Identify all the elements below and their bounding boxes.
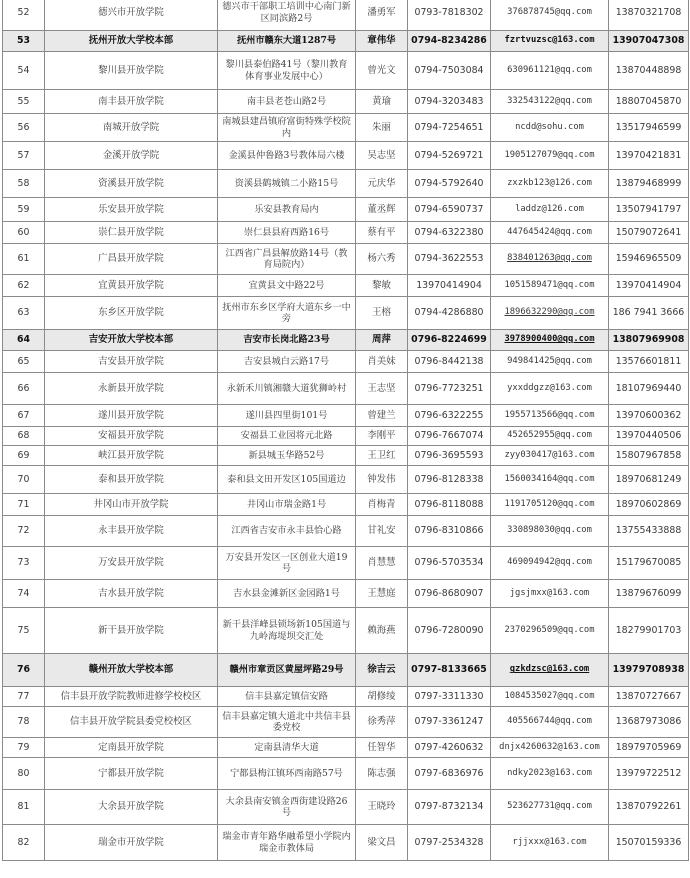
contact-person: 徐吉云 [356,654,408,687]
school-name: 乐安县开放学院 [45,198,218,222]
mobile: 15079072641 [609,222,689,244]
mobile: 13517946599 [609,114,689,142]
contact-person: 黄瑜 [356,90,408,114]
email: 2370296509@qq.com [491,608,609,654]
address: 宜黄县文中路22号 [218,275,356,297]
school-name: 泰和县开放学院 [45,466,218,494]
table-row [3,707,689,738]
email: zxzkb123@126.com [491,170,609,198]
email[interactable]: 838401263@qq.com [491,244,609,275]
mobile: 186 7941 3666 [609,297,689,330]
email: fzrtvuzsc@163.com [491,31,609,52]
row-number: 72 [3,516,45,547]
school-name: 资溪县开放学院 [45,170,218,198]
email: 523627731@qq.com [491,790,609,825]
table-row [3,427,689,446]
email: ncdd@sohu.com [491,114,609,142]
row-number: 78 [3,707,45,738]
contact-person: 朱丽 [356,114,408,142]
phone: 0794-7503084 [408,52,491,90]
contact-person: 肖梅青 [356,494,408,516]
table-row [3,687,689,707]
table-row [3,405,689,427]
table-row [3,244,689,275]
row-number: 63 [3,297,45,330]
mobile: 13979722512 [609,758,689,790]
school-name: 大余县开放学院 [45,790,218,825]
table-row [3,790,689,825]
email[interactable]: gzkdzsc@163.com [491,654,609,687]
row-number: 53 [3,31,45,52]
email: 1560034164@qq.com [491,466,609,494]
row-number: 67 [3,405,45,427]
table-row [3,758,689,790]
contact-person: 王卫红 [356,446,408,466]
address: 新干县洋峰县锁场新105国道与九岭海堤坝交汇处 [218,608,356,654]
email: zyy030417@163.com [491,446,609,466]
email: 332543122@qq.com [491,90,609,114]
row-number: 77 [3,687,45,707]
table-row [3,580,689,608]
row-number: 57 [3,142,45,170]
phone: 0796-8224699 [408,330,491,351]
row-number: 68 [3,427,45,446]
school-name: 广昌县开放学院 [45,244,218,275]
phone: 0796-8118088 [408,494,491,516]
phone: 0794-3203483 [408,90,491,114]
contact-person: 王慧庭 [356,580,408,608]
email: 1905127079@qq.com [491,142,609,170]
address: 吉安县城白云路17号 [218,351,356,373]
directory-table [2,0,689,861]
address: 永新禾川镇湘赣大道犹狮岭村 [218,373,356,405]
table-row [3,654,689,687]
phone: 0797-6836976 [408,758,491,790]
mobile: 15179670085 [609,547,689,580]
contact-person: 王榕 [356,297,408,330]
contact-person: 任智华 [356,738,408,758]
mobile: 13907047308 [609,31,689,52]
table-row [3,330,689,351]
school-name: 吉安县开放学院 [45,351,218,373]
mobile: 13870321708 [609,0,689,31]
address: 定南县清华大道 [218,738,356,758]
mobile: 13879676099 [609,580,689,608]
table-row [3,90,689,114]
phone: 0796-7667074 [408,427,491,446]
school-name: 信丰县开放学院教师进修学校校区 [45,687,218,707]
address: 宁都县梅江镇环西南路57号 [218,758,356,790]
address: 井冈山市瑞金路1号 [218,494,356,516]
phone: 0793-7818302 [408,0,491,31]
table-row [3,114,689,142]
row-number: 58 [3,170,45,198]
row-number: 71 [3,494,45,516]
school-name: 万安县开放学院 [45,547,218,580]
school-name: 永丰县开放学院 [45,516,218,547]
address: 万安县开发区一区创业大道19号 [218,547,356,580]
address: 黎川县泰伯路41号（黎川教育体育事业发展中心） [218,52,356,90]
contact-person: 周萍 [356,330,408,351]
contact-person: 王志坚 [356,373,408,405]
school-name: 瑞金市开放学院 [45,825,218,861]
address: 江西省吉安市永丰县恰心路 [218,516,356,547]
row-number: 60 [3,222,45,244]
phone: 0796-6322255 [408,405,491,427]
phone: 0794-6322380 [408,222,491,244]
contact-person: 董丞辉 [356,198,408,222]
address: 大余县南安镇金西街建设路26号 [218,790,356,825]
mobile: 13687973086 [609,707,689,738]
row-number: 69 [3,446,45,466]
contact-person: 李刚平 [356,427,408,446]
mobile: 18979705969 [609,738,689,758]
email: 1084535027@qq.com [491,687,609,707]
phone: 0794-5269721 [408,142,491,170]
school-name: 井冈山市开放学院 [45,494,218,516]
email: 469094942@qq.com [491,547,609,580]
address: 崇仁县县府西路16号 [218,222,356,244]
address: 南城县建昌镇府富街特殊学校院内 [218,114,356,142]
email[interactable]: 1896632290@qq.com [491,297,609,330]
row-number: 74 [3,580,45,608]
school-name: 宜黄县开放学院 [45,275,218,297]
mobile: 13870792261 [609,790,689,825]
contact-person: 潘勇军 [356,0,408,31]
row-number: 64 [3,330,45,351]
address: 信丰县嘉定镇信安路 [218,687,356,707]
school-name: 定南县开放学院 [45,738,218,758]
school-name: 德兴市开放学院 [45,0,218,31]
row-number: 70 [3,466,45,494]
phone: 0794-5792640 [408,170,491,198]
email: 1955713566@qq.com [491,405,609,427]
row-number: 79 [3,738,45,758]
phone: 0794-7254651 [408,114,491,142]
table-row [3,373,689,405]
address: 抚州市东乡区学府大道东乡一中旁 [218,297,356,330]
email: 630961121@qq.com [491,52,609,90]
school-name: 金溪开放学院 [45,142,218,170]
address: 资溪县鹤城镇二小路15号 [218,170,356,198]
row-number: 62 [3,275,45,297]
contact-person: 曾光文 [356,52,408,90]
row-number: 54 [3,52,45,90]
address: 吉安市长岗北路23号 [218,330,356,351]
phone: 0794-3622553 [408,244,491,275]
table-row [3,608,689,654]
mobile: 13755433888 [609,516,689,547]
row-number: 65 [3,351,45,373]
contact-person: 胡修绫 [356,687,408,707]
school-name: 遂川县开放学院 [45,405,218,427]
table-row [3,170,689,198]
contact-person: 吴志坚 [356,142,408,170]
mobile: 13807969908 [609,330,689,351]
phone: 0794-6590737 [408,198,491,222]
address: 瑞金市青年路华融希望小学院内瑞金市教体局 [218,825,356,861]
mobile: 18970602869 [609,494,689,516]
phone: 0797-8133665 [408,654,491,687]
contact-person: 杨六秀 [356,244,408,275]
contact-person: 肖慧慧 [356,547,408,580]
email: 1051589471@qq.com [491,275,609,297]
phone: 13970414904 [408,275,491,297]
row-number: 73 [3,547,45,580]
address: 赣州市章贡区黄屋坪路29号 [218,654,356,687]
table-row [3,825,689,861]
phone: 0796-8680907 [408,580,491,608]
email: jgsjmxx@163.com [491,580,609,608]
address: 德兴市干部职工培训中心南门新区同滨路2号 [218,0,356,31]
phone: 0796-8442138 [408,351,491,373]
contact-person: 王晓玲 [356,790,408,825]
address: 遂川县四里街101号 [218,405,356,427]
row-number: 59 [3,198,45,222]
contact-person: 徐秀萍 [356,707,408,738]
contact-person: 章伟华 [356,31,408,52]
school-name: 吉水县开放学院 [45,580,218,608]
table-row [3,516,689,547]
row-number: 75 [3,608,45,654]
mobile: 13970440506 [609,427,689,446]
table-row [3,222,689,244]
contact-person: 赖海燕 [356,608,408,654]
row-number: 66 [3,373,45,405]
email: ndky2023@163.com [491,758,609,790]
row-number: 55 [3,90,45,114]
mobile: 13507941797 [609,198,689,222]
table-row [3,142,689,170]
row-number: 61 [3,244,45,275]
row-number: 76 [3,654,45,687]
phone: 0797-3361247 [408,707,491,738]
mobile: 13970421831 [609,142,689,170]
mobile: 13870727667 [609,687,689,707]
email: 405566744@qq.com [491,707,609,738]
table-row [3,494,689,516]
phone: 0794-4286880 [408,297,491,330]
school-name: 安福县开放学院 [45,427,218,446]
mobile: 15946965509 [609,244,689,275]
school-name: 永新县开放学院 [45,373,218,405]
phone: 0797-4260632 [408,738,491,758]
phone: 0796-7723251 [408,373,491,405]
email[interactable]: 3978900400@qq.com [491,330,609,351]
address: 南丰县老苍山路2号 [218,90,356,114]
email: rjjxxx@163.com [491,825,609,861]
contact-person: 甘礼安 [356,516,408,547]
school-name: 宁都县开放学院 [45,758,218,790]
school-name: 东乡区开放学院 [45,297,218,330]
address: 江西省广昌县解放路14号（教育局院内） [218,244,356,275]
mobile: 15070159336 [609,825,689,861]
school-name: 黎川县开放学院 [45,52,218,90]
contact-person: 梁文昌 [356,825,408,861]
mobile: 13879468999 [609,170,689,198]
school-name: 南城开放学院 [45,114,218,142]
contact-person: 黎敏 [356,275,408,297]
school-name: 抚州开放大学校本部 [45,31,218,52]
email: yxxddgzz@163.com [491,373,609,405]
mobile: 13970414904 [609,275,689,297]
email: 452652955@qq.com [491,427,609,446]
contact-person: 钟发伟 [356,466,408,494]
row-number: 56 [3,114,45,142]
contact-person: 陈志强 [356,758,408,790]
phone: 0796-5703534 [408,547,491,580]
school-name: 新干县开放学院 [45,608,218,654]
phone: 0796-8310866 [408,516,491,547]
row-number: 82 [3,825,45,861]
address: 吉水县金滩新区金园路1号 [218,580,356,608]
address: 安福县工业园将元北路 [218,427,356,446]
phone: 0796-7280090 [408,608,491,654]
email: 1191705120@qq.com [491,494,609,516]
address: 新县城玉华路52号 [218,446,356,466]
address: 信丰县嘉定镇大道北中共信丰县委党校 [218,707,356,738]
table-row [3,275,689,297]
mobile: 15807967858 [609,446,689,466]
email: laddz@126.com [491,198,609,222]
row-number: 52 [3,0,45,31]
phone: 0796-8128338 [408,466,491,494]
mobile: 13870448898 [609,52,689,90]
table-row [3,297,689,330]
table-row [3,446,689,466]
row-number: 80 [3,758,45,790]
contact-person: 肖美妹 [356,351,408,373]
table-row [3,0,689,31]
school-name: 吉安开放大学校本部 [45,330,218,351]
email: 376878745@qq.com [491,0,609,31]
table-row [3,198,689,222]
address: 金溪县仲鲁路3号教体局六楼 [218,142,356,170]
email: 330898030@qq.com [491,516,609,547]
email: dnjx4260632@163.com [491,738,609,758]
school-name: 赣州开放大学校本部 [45,654,218,687]
mobile: 13576601811 [609,351,689,373]
contact-person: 蔡有平 [356,222,408,244]
address: 乐安县教育局内 [218,198,356,222]
table-row [3,738,689,758]
mobile: 18107969440 [609,373,689,405]
address: 泰和县文田开发区105国道边 [218,466,356,494]
school-name: 南丰县开放学院 [45,90,218,114]
phone: 0796-3695593 [408,446,491,466]
table-row [3,351,689,373]
phone: 0797-2534328 [408,825,491,861]
contact-person: 曾建兰 [356,405,408,427]
mobile: 18279901703 [609,608,689,654]
table-row [3,466,689,494]
mobile: 18970681249 [609,466,689,494]
row-number: 81 [3,790,45,825]
phone: 0797-3311330 [408,687,491,707]
email: 949841425@qq.com [491,351,609,373]
school-name: 崇仁县开放学院 [45,222,218,244]
mobile: 13970600362 [609,405,689,427]
table-row [3,547,689,580]
mobile: 18807045870 [609,90,689,114]
school-name: 峡江县开放学院 [45,446,218,466]
school-name: 信丰县开放学院县委党校校区 [45,707,218,738]
phone: 0794-8234286 [408,31,491,52]
contact-person: 元庆华 [356,170,408,198]
mobile: 13979708938 [609,654,689,687]
table-row [3,31,689,52]
email: 447645424@qq.com [491,222,609,244]
phone: 0797-8732134 [408,790,491,825]
address: 抚州市赣东大道1287号 [218,31,356,52]
table-row [3,52,689,90]
